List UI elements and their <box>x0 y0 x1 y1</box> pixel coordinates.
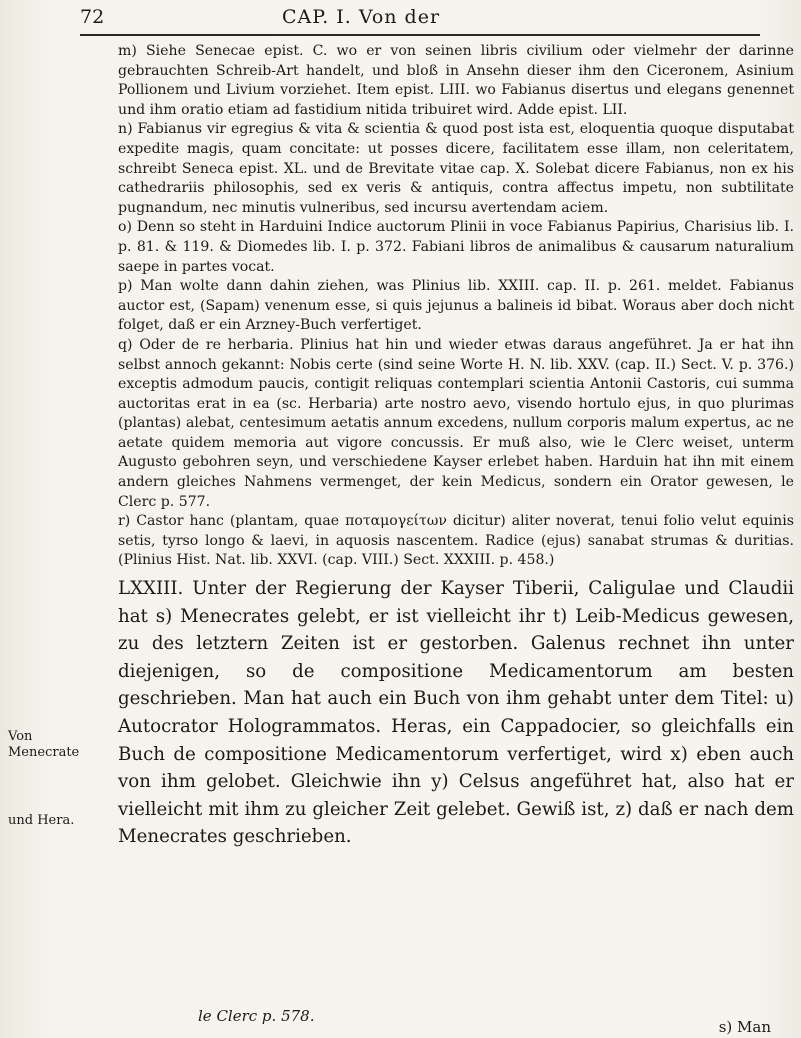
margin-note-menecrate: Von Menecrate <box>8 729 80 760</box>
running-head: CAP. I. Von der <box>282 6 441 28</box>
footnote-label: p) <box>118 278 133 295</box>
page-body <box>118 42 794 851</box>
footnote-text: Fabianus vir egregius & vita & scientia & quod post ista est, eloquentia quoque disputabat expedite magis, quam concitate: ut posses dicere, facilitatem esse illam, non celeritatem, schreibt Seneca epist. XL. und de Brevitate vitae cap. X. Solebat dicere Fabianus, non ex his cathedrariis philosophis, sed ex veris & antiquis, contra affectus impetu, non subtilitate pugnandum, nec minutis vulneribus, sed incursu avertendam aciem. <box>118 121 794 216</box>
footnote-text: Siehe Senecae epist. C. wo er von seinen libris civilium oder vielmehr der darinne gebrauchten Schreib-Art handelt, und bloß in Ansehn dieser ihm den Ciceronem, Asinium Pollionem und Livium vorziehet. Item epist. LIII. wo Fabianus disertus und elegans genennet und ihm oratio etiam ad fastidium nitida tribuiret wird. Adde epist. LII. <box>118 43 794 118</box>
footnote-p <box>118 277 794 336</box>
footnote-text: Man wolte dann dahin ziehen, was Plinius lib. XXIII. cap. II. p. 261. meldet. Fabianus auctor est, (Sapam) venenum esse, si quis jejunus a balineis id bibat. Woraus aber doch nicht folget, daß er ein Arzney-Buch verfertiget. <box>118 278 794 334</box>
margin-note-hera: und Hera. <box>8 813 75 828</box>
footnote-n <box>118 120 794 218</box>
footnote-m <box>118 42 794 120</box>
footnote-text: Castor hanc (plantam, quae ποταμογείτων dicitur) aliter noverat, tenui folio velut equinis setis, tyrso longo & laevi, in aquosis nascentem. Radice (ejus) sanabat strumas & duritias. (Plinius Hist. Nat. lib. XXVI. (cap. VIII.) Sect. XXXIII. p. 458.) <box>118 513 794 569</box>
footnote-o <box>118 218 794 277</box>
section-paragraph: LXXIII. Unter der Regierung der Kayser Tiberii, Caligulae und Claudii hat s) Menecrates gelebt, er ist vielleicht ihr t) Leib-Medicus gewesen, zu des letztern Zeiten ist er gestorben. Galenus rechnet ihn unter diejenigen, so de compositione Medicamentorum am besten geschrieben. Man hat auch ein Buch von ihm gehabt unter dem Titel: u) Autocrator Hologrammatos. Heras, ein Cappadocier, so gleichfalls ein Buch de compositione Medicamentorum verfertiget, wird x) eben auch von ihm gelobet. Gleichwie ihn y) Celsus angeführet hat, also hat er vielleicht mit ihm zu gleicher Zeit gelebet. Gewiß ist, z) daß er nach dem Menecrates geschrieben. <box>118 578 794 848</box>
signature-line: le Clerc p. 578. <box>198 1007 315 1025</box>
footnote-text: Oder de re herbaria. Plinius hat hin und wieder etwas daraus angeführet. Ja er hat ihn selbst annoch gekannt: Nobis certe (sind seine Worte H. N. lib. XXV. (cap. II.) Sect. V. p. 376.) exceptis admodum paucis, contigit reliquas contemplari scientia Antonii Castoris, cui summa auctoritas erat in ea (sc. Herbaria) arte nostro aevo, visendo hortulo ejus, in quo plurimas (plantas) alebat, centesimum aetatis annum excedens, nullum corporis malum expertus, ac ne aetate quidem memoria aut vigore concussis. Er muß also, wie le Clerc weiset, unterm Augusto gebohren seyn, und verschiedene Kayser erlebet haben. Harduin hat ihn mit einem andern gleiches Nahmens vermenget, der kein Medicus, sondern ein Orator gewesen, le Clerc p. 577. <box>118 336 794 510</box>
footnote-label: n) <box>118 121 133 138</box>
catchword: s) Man <box>718 1018 771 1036</box>
footnote-text: Denn so steht in Harduini Indice auctorum Plinii in voce Fabianus Papirius, Charisius lib. I. p. 81. & 119. & Diomedes lib. I. p. 372. Fabiani libros de animalibus & causarum naturalium saepe in partes vocat. <box>118 219 794 275</box>
footnote-label: r) <box>118 513 131 530</box>
footnote-r <box>118 512 794 571</box>
footnote-label: q) <box>118 336 133 353</box>
header-rule <box>80 34 760 36</box>
footnote-label: o) <box>118 219 132 236</box>
page-number: 72 <box>80 6 105 28</box>
page-header <box>80 2 760 32</box>
footnote-label: m) <box>118 43 137 59</box>
footnote-q <box>118 336 794 512</box>
